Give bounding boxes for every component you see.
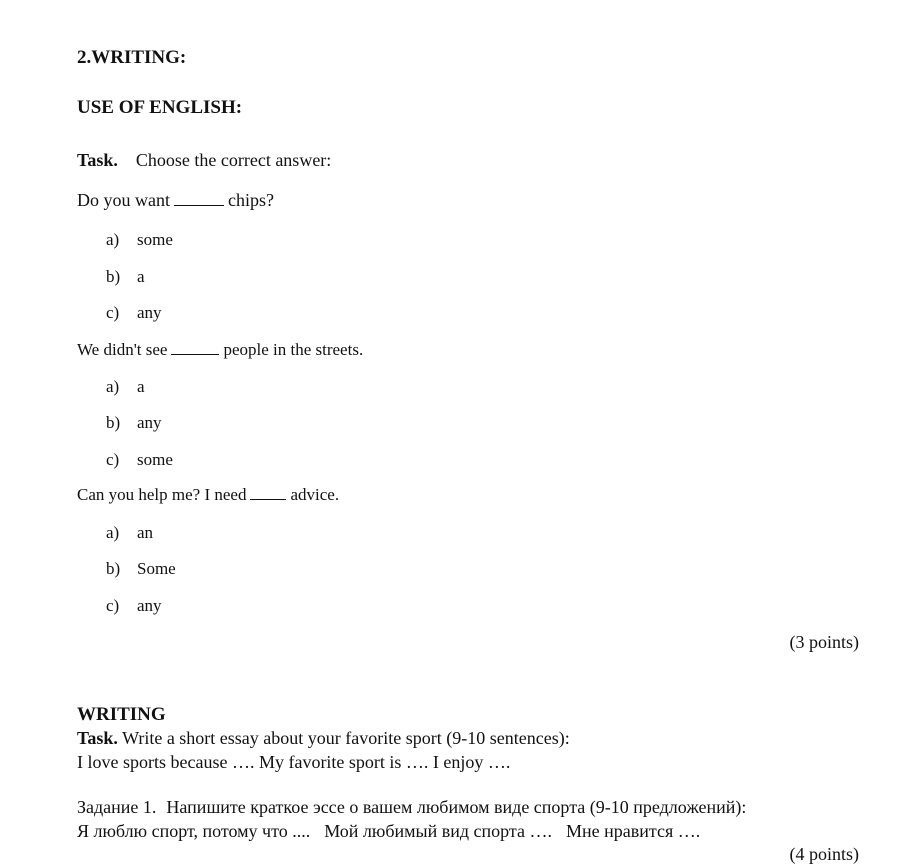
option-text: an [137, 523, 154, 542]
option-1b [106, 267, 145, 287]
question-text-before: Do you want [77, 190, 170, 210]
option-text: any [137, 413, 162, 432]
question-text-before: We didn't see [77, 340, 168, 359]
ru-prompt-line [77, 821, 700, 842]
answer-blank [250, 498, 286, 500]
option-text: some [137, 230, 173, 249]
writing-task-text: Write a short essay about your favorite sport (9-10 sentences): [122, 728, 570, 748]
option-text: Some [137, 559, 176, 578]
answer-blank [174, 204, 224, 206]
task1-line [77, 150, 331, 171]
option-text: any [137, 303, 162, 322]
option-letter: c) [106, 596, 120, 615]
writing-task-label: Task. [77, 728, 118, 748]
option-3a [106, 523, 153, 543]
task1-label: Task. [77, 150, 118, 170]
option-1a [106, 230, 173, 250]
option-letter: b) [106, 559, 121, 578]
option-letter: a) [106, 377, 120, 396]
ru-prompt-3: Мне нравится …. [566, 821, 701, 841]
option-2c [106, 450, 173, 470]
option-3b [106, 559, 176, 579]
ru-task-line [77, 797, 746, 818]
option-3c [106, 596, 162, 616]
option-letter: a) [106, 230, 120, 249]
section-title: 2.WRITING: [77, 47, 187, 68]
writing-task-line [77, 728, 570, 749]
question-text-after: chips? [228, 190, 274, 210]
points-label-2: (4 points) [789, 844, 859, 864]
ru-prompt-2: Мой любимый вид спорта …. [324, 821, 553, 841]
question-1 [77, 190, 274, 211]
task1-instruction: Choose the correct answer: [135, 150, 332, 170]
option-1c [106, 303, 162, 323]
option-2a [106, 377, 145, 397]
answer-blank [171, 353, 219, 355]
ru-task-label: Задание 1. [77, 797, 157, 817]
question-text-before: Can you help me? I need [77, 485, 247, 504]
writing-prompt: I love sports because …. My favorite sport is …. I enjoy …. [77, 752, 511, 772]
option-letter: c) [106, 303, 120, 322]
option-letter: b) [106, 267, 121, 286]
option-letter: b) [106, 413, 121, 432]
subsection-title: USE OF ENGLISH: [77, 97, 243, 118]
question-text-after: advice. [290, 485, 340, 504]
writing-title: WRITING [77, 704, 166, 725]
option-text: a [137, 377, 145, 396]
option-text: a [137, 267, 145, 286]
option-text: any [137, 596, 162, 615]
option-letter: c) [106, 450, 120, 469]
ru-task-text: Напишите краткое эссе о вашем любимом виде спорта (9-10 предложений): [166, 797, 747, 817]
option-letter: a) [106, 523, 120, 542]
option-text: some [137, 450, 173, 469]
ru-prompt-1: Я люблю спорт, потому что .... [77, 821, 311, 841]
question-2 [77, 340, 363, 360]
option-2b [106, 413, 162, 433]
question-text-after: people in the streets. [223, 340, 364, 359]
question-3 [77, 485, 339, 505]
points-label-1: (3 points) [789, 632, 859, 652]
